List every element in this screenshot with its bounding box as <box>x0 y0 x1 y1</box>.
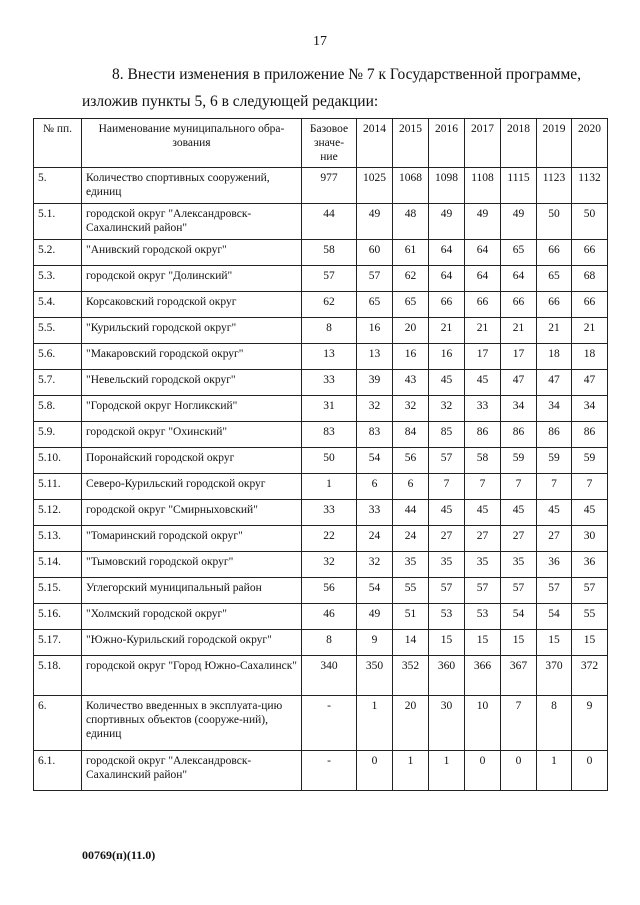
year-value-cell: 35 <box>429 552 465 578</box>
year-value-cell: 13 <box>357 344 393 370</box>
row-name: Количество введенных в эксплуата-цию спортивных объектов (сооруже-ний), единиц <box>82 696 302 751</box>
year-value-cell: 84 <box>393 422 429 448</box>
row-number: 5.9. <box>34 422 82 448</box>
year-value-cell: 59 <box>537 448 572 474</box>
year-value-cell: 0 <box>501 751 537 791</box>
table-row <box>34 630 608 656</box>
year-value-cell: 59 <box>501 448 537 474</box>
year-value-cell: 8 <box>537 696 572 751</box>
year-value-cell: 7 <box>429 474 465 500</box>
year-value-cell: 24 <box>357 526 393 552</box>
row-number: 5.12. <box>34 500 82 526</box>
year-value-cell: 1 <box>393 751 429 791</box>
year-value-cell: 59 <box>572 448 608 474</box>
year-value-cell: 15 <box>429 630 465 656</box>
year-value-cell: 27 <box>501 526 537 552</box>
table-row <box>34 696 608 751</box>
table-row <box>34 370 608 396</box>
year-value-cell: 64 <box>429 240 465 266</box>
row-name: городской округ "Александровск-Сахалинский район" <box>82 751 302 791</box>
base-value-cell: 33 <box>302 500 357 526</box>
header-name: Наименование муниципального обра-зования <box>82 119 302 168</box>
year-value-cell: 57 <box>501 578 537 604</box>
base-value-cell: 56 <box>302 578 357 604</box>
table-row <box>34 578 608 604</box>
year-value-cell: 65 <box>393 292 429 318</box>
year-value-cell: 45 <box>572 500 608 526</box>
year-value-cell: 49 <box>357 604 393 630</box>
year-value-cell: 360 <box>429 656 465 696</box>
year-value-cell: 16 <box>393 344 429 370</box>
year-value-cell: 64 <box>465 266 501 292</box>
row-name: "Макаровский городской округ" <box>82 344 302 370</box>
table-row <box>34 396 608 422</box>
year-value-cell: 45 <box>429 500 465 526</box>
table-row <box>34 240 608 266</box>
year-value-cell: 60 <box>357 240 393 266</box>
year-value-cell: 43 <box>393 370 429 396</box>
base-value-cell: 13 <box>302 344 357 370</box>
row-name: "Курильский городской округ" <box>82 318 302 344</box>
year-value-cell: 1 <box>357 696 393 751</box>
page-number: 17 <box>313 34 327 49</box>
year-value-cell: 20 <box>393 696 429 751</box>
header-no: № пп. <box>34 119 82 168</box>
base-value-cell: 44 <box>302 204 357 240</box>
year-value-cell: 7 <box>501 474 537 500</box>
year-value-cell: 1115 <box>501 168 537 204</box>
year-value-cell: 9 <box>357 630 393 656</box>
row-number: 5.15. <box>34 578 82 604</box>
row-number: 5.10. <box>34 448 82 474</box>
year-value-cell: 57 <box>429 448 465 474</box>
year-value-cell: 21 <box>572 318 608 344</box>
base-value-cell: 62 <box>302 292 357 318</box>
base-value-cell: 57 <box>302 266 357 292</box>
year-value-cell: 32 <box>357 552 393 578</box>
table-row <box>34 292 608 318</box>
year-value-cell: 1098 <box>429 168 465 204</box>
row-name: "Городской округ Ногликский" <box>82 396 302 422</box>
year-value-cell: 1108 <box>465 168 501 204</box>
year-value-cell: 39 <box>357 370 393 396</box>
year-value-cell: 54 <box>357 578 393 604</box>
year-value-cell: 86 <box>465 422 501 448</box>
year-value-cell: 45 <box>501 500 537 526</box>
header-2017: 2017 <box>465 119 501 168</box>
year-value-cell: 51 <box>393 604 429 630</box>
row-name: городской округ "Смирныховский" <box>82 500 302 526</box>
base-value-cell: 32 <box>302 552 357 578</box>
year-value-cell: 47 <box>537 370 572 396</box>
year-value-cell: 27 <box>465 526 501 552</box>
header-2020: 2020 <box>572 119 608 168</box>
year-value-cell: 66 <box>501 292 537 318</box>
row-number: 5.3. <box>34 266 82 292</box>
table-row <box>34 474 608 500</box>
row-number: 6. <box>34 696 82 751</box>
year-value-cell: 32 <box>393 396 429 422</box>
base-value-cell: - <box>302 751 357 791</box>
year-value-cell: 6 <box>393 474 429 500</box>
year-value-cell: 1 <box>537 751 572 791</box>
table-row <box>34 422 608 448</box>
row-number: 5.8. <box>34 396 82 422</box>
year-value-cell: 24 <box>393 526 429 552</box>
table-row <box>34 266 608 292</box>
row-number: 5.18. <box>34 656 82 696</box>
year-value-cell: 0 <box>572 751 608 791</box>
year-value-cell: 49 <box>429 204 465 240</box>
base-value-cell: 58 <box>302 240 357 266</box>
row-name: "Южно-Курильский городской округ" <box>82 630 302 656</box>
year-value-cell: 9 <box>572 696 608 751</box>
table-header-row <box>34 119 608 168</box>
year-value-cell: 21 <box>537 318 572 344</box>
year-value-cell: 35 <box>393 552 429 578</box>
year-value-cell: 34 <box>537 396 572 422</box>
row-name: городской округ "Долинский" <box>82 266 302 292</box>
table-row <box>34 204 608 240</box>
year-value-cell: 1068 <box>393 168 429 204</box>
year-value-cell: 54 <box>357 448 393 474</box>
year-value-cell: 47 <box>572 370 608 396</box>
header-2016: 2016 <box>429 119 465 168</box>
row-name: "Томаринский городской округ" <box>82 526 302 552</box>
year-value-cell: 1 <box>429 751 465 791</box>
row-number: 5.17. <box>34 630 82 656</box>
year-value-cell: 45 <box>537 500 572 526</box>
row-name: городской округ "Александровск-Сахалинский район" <box>82 204 302 240</box>
base-value-cell: 22 <box>302 526 357 552</box>
row-name: городской округ "Город Южно-Сахалинск" <box>82 656 302 696</box>
base-value-cell: 50 <box>302 448 357 474</box>
header-2018: 2018 <box>501 119 537 168</box>
row-name: Углегорский муниципальный район <box>82 578 302 604</box>
year-value-cell: 7 <box>537 474 572 500</box>
year-value-cell: 64 <box>465 240 501 266</box>
base-value-cell: 33 <box>302 370 357 396</box>
year-value-cell: 15 <box>465 630 501 656</box>
year-value-cell: 372 <box>572 656 608 696</box>
row-number: 5.11. <box>34 474 82 500</box>
base-value-cell: 8 <box>302 318 357 344</box>
row-name: Корсаковский городской округ <box>82 292 302 318</box>
table-row <box>34 656 608 696</box>
base-value-cell: 1 <box>302 474 357 500</box>
year-value-cell: 65 <box>537 266 572 292</box>
indicators-table <box>33 118 608 791</box>
base-value-cell: 340 <box>302 656 357 696</box>
year-value-cell: 44 <box>393 500 429 526</box>
base-value-cell: - <box>302 696 357 751</box>
year-value-cell: 66 <box>572 240 608 266</box>
year-value-cell: 15 <box>501 630 537 656</box>
year-value-cell: 350 <box>357 656 393 696</box>
year-value-cell: 18 <box>537 344 572 370</box>
intro-line-1: 8. Внести изменения в приложение № 7 к Государственной программе, <box>112 66 582 83</box>
year-value-cell: 17 <box>465 344 501 370</box>
year-value-cell: 7 <box>465 474 501 500</box>
year-value-cell: 367 <box>501 656 537 696</box>
row-number: 5.6. <box>34 344 82 370</box>
header-2014: 2014 <box>357 119 393 168</box>
year-value-cell: 18 <box>572 344 608 370</box>
year-value-cell: 86 <box>537 422 572 448</box>
row-name: "Холмский городской округ" <box>82 604 302 630</box>
table-row <box>34 552 608 578</box>
year-value-cell: 34 <box>501 396 537 422</box>
base-value-cell: 8 <box>302 630 357 656</box>
year-value-cell: 62 <box>393 266 429 292</box>
header-base: Базовое значе-ние <box>302 119 357 168</box>
year-value-cell: 16 <box>357 318 393 344</box>
table-row <box>34 604 608 630</box>
row-number: 5.2. <box>34 240 82 266</box>
year-value-cell: 30 <box>429 696 465 751</box>
year-value-cell: 57 <box>465 578 501 604</box>
row-name: "Невельский городской округ" <box>82 370 302 396</box>
year-value-cell: 58 <box>465 448 501 474</box>
year-value-cell: 21 <box>501 318 537 344</box>
table-row <box>34 318 608 344</box>
year-value-cell: 56 <box>393 448 429 474</box>
year-value-cell: 49 <box>357 204 393 240</box>
year-value-cell: 20 <box>393 318 429 344</box>
year-value-cell: 66 <box>537 240 572 266</box>
row-name: "Анивский городской округ" <box>82 240 302 266</box>
row-name: "Тымовский городской округ" <box>82 552 302 578</box>
year-value-cell: 86 <box>572 422 608 448</box>
row-number: 6.1. <box>34 751 82 791</box>
year-value-cell: 50 <box>537 204 572 240</box>
year-value-cell: 64 <box>429 266 465 292</box>
year-value-cell: 27 <box>537 526 572 552</box>
year-value-cell: 86 <box>501 422 537 448</box>
year-value-cell: 55 <box>393 578 429 604</box>
table-row <box>34 500 608 526</box>
year-value-cell: 352 <box>393 656 429 696</box>
year-value-cell: 45 <box>465 370 501 396</box>
year-value-cell: 15 <box>572 630 608 656</box>
year-value-cell: 45 <box>465 500 501 526</box>
year-value-cell: 34 <box>572 396 608 422</box>
year-value-cell: 47 <box>501 370 537 396</box>
year-value-cell: 66 <box>572 292 608 318</box>
document-code: 00769(п)(11.0) <box>82 848 156 862</box>
table-row <box>34 344 608 370</box>
year-value-cell: 66 <box>537 292 572 318</box>
year-value-cell: 15 <box>537 630 572 656</box>
row-number: 5.14. <box>34 552 82 578</box>
row-number: 5.7. <box>34 370 82 396</box>
year-value-cell: 27 <box>429 526 465 552</box>
year-value-cell: 1123 <box>537 168 572 204</box>
year-value-cell: 57 <box>357 266 393 292</box>
year-value-cell: 32 <box>357 396 393 422</box>
table-row <box>34 168 608 204</box>
year-value-cell: 68 <box>572 266 608 292</box>
row-number: 5.1. <box>34 204 82 240</box>
year-value-cell: 64 <box>501 266 537 292</box>
year-value-cell: 14 <box>393 630 429 656</box>
year-value-cell: 21 <box>429 318 465 344</box>
base-value-cell: 46 <box>302 604 357 630</box>
year-value-cell: 6 <box>357 474 393 500</box>
year-value-cell: 0 <box>465 751 501 791</box>
year-value-cell: 66 <box>429 292 465 318</box>
year-value-cell: 57 <box>572 578 608 604</box>
year-value-cell: 85 <box>429 422 465 448</box>
year-value-cell: 7 <box>572 474 608 500</box>
year-value-cell: 370 <box>537 656 572 696</box>
year-value-cell: 0 <box>357 751 393 791</box>
row-name: Поронайский городской округ <box>82 448 302 474</box>
base-value-cell: 31 <box>302 396 357 422</box>
year-value-cell: 33 <box>357 500 393 526</box>
year-value-cell: 83 <box>357 422 393 448</box>
header-2019: 2019 <box>537 119 572 168</box>
year-value-cell: 53 <box>465 604 501 630</box>
year-value-cell: 366 <box>465 656 501 696</box>
year-value-cell: 48 <box>393 204 429 240</box>
year-value-cell: 49 <box>465 204 501 240</box>
row-number: 5.13. <box>34 526 82 552</box>
year-value-cell: 17 <box>501 344 537 370</box>
year-value-cell: 10 <box>465 696 501 751</box>
table-row <box>34 751 608 791</box>
year-value-cell: 50 <box>572 204 608 240</box>
year-value-cell: 55 <box>572 604 608 630</box>
intro-line-2: изложив пункты 5, 6 в следующей редакции: <box>82 93 379 110</box>
year-value-cell: 30 <box>572 526 608 552</box>
row-number: 5.4. <box>34 292 82 318</box>
year-value-cell: 32 <box>429 396 465 422</box>
year-value-cell: 36 <box>572 552 608 578</box>
year-value-cell: 65 <box>357 292 393 318</box>
row-name: городской округ "Охинский" <box>82 422 302 448</box>
year-value-cell: 7 <box>501 696 537 751</box>
year-value-cell: 21 <box>465 318 501 344</box>
year-value-cell: 54 <box>537 604 572 630</box>
year-value-cell: 1025 <box>357 168 393 204</box>
year-value-cell: 45 <box>429 370 465 396</box>
year-value-cell: 16 <box>429 344 465 370</box>
year-value-cell: 33 <box>465 396 501 422</box>
year-value-cell: 54 <box>501 604 537 630</box>
row-name: Северо-Курильский городской округ <box>82 474 302 500</box>
base-value-cell: 977 <box>302 168 357 204</box>
year-value-cell: 36 <box>537 552 572 578</box>
header-2015: 2015 <box>393 119 429 168</box>
year-value-cell: 57 <box>429 578 465 604</box>
year-value-cell: 53 <box>429 604 465 630</box>
row-number: 5.16. <box>34 604 82 630</box>
base-value-cell: 83 <box>302 422 357 448</box>
year-value-cell: 1132 <box>572 168 608 204</box>
row-number: 5.5. <box>34 318 82 344</box>
table-row <box>34 526 608 552</box>
year-value-cell: 61 <box>393 240 429 266</box>
table-row <box>34 448 608 474</box>
year-value-cell: 49 <box>501 204 537 240</box>
year-value-cell: 35 <box>501 552 537 578</box>
row-name: Количество спортивных сооружений, единиц <box>82 168 302 204</box>
year-value-cell: 65 <box>501 240 537 266</box>
year-value-cell: 57 <box>537 578 572 604</box>
year-value-cell: 35 <box>465 552 501 578</box>
year-value-cell: 66 <box>465 292 501 318</box>
row-number: 5. <box>34 168 82 204</box>
